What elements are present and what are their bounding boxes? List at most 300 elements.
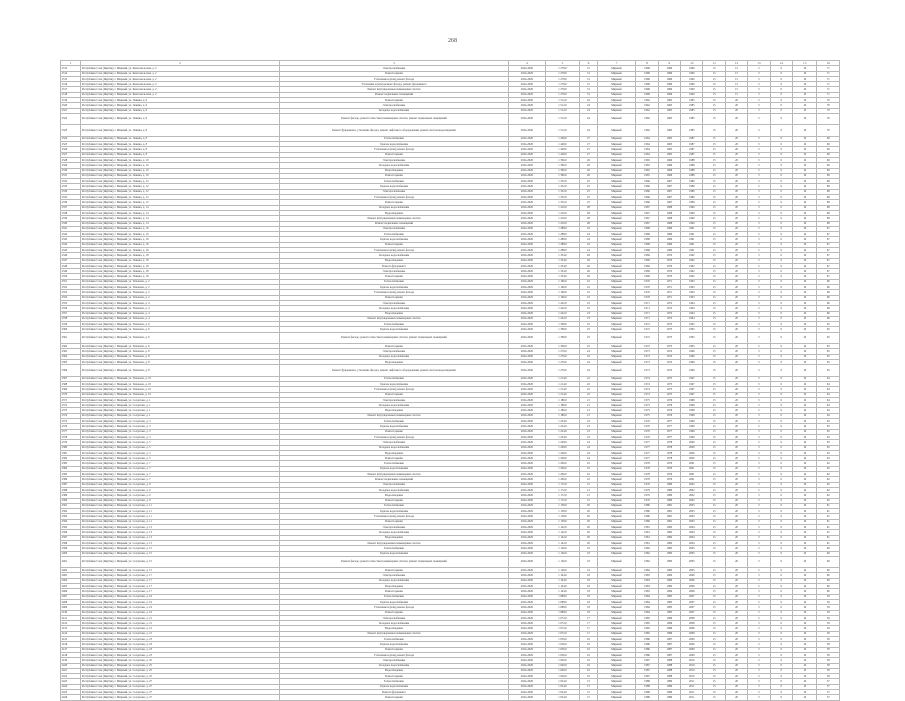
table-cell: 20 (580, 540, 597, 545)
table-cell: 0 (770, 163, 792, 168)
table-cell: 10 (793, 295, 817, 300)
table-cell: 2024-2026 (509, 652, 546, 657)
table-cell: 18 (580, 573, 597, 578)
table-cell: 15 (703, 237, 725, 242)
table-cell: 0 (770, 311, 792, 316)
table-cell: 2337 (61, 205, 81, 210)
table-cell: 1964 (636, 152, 658, 157)
table-cell: 10 (793, 316, 817, 321)
table-cell: 20 (725, 615, 747, 620)
table-cell: 57 (817, 679, 840, 684)
table-cell: Электроснабжение (279, 615, 508, 620)
table-cell: 2024-2026 (509, 530, 546, 535)
table-cell: Мирный (597, 658, 636, 663)
table-cell: 2395 (61, 525, 81, 530)
table-cell: 31 (580, 71, 597, 76)
table-cell: 20 (725, 349, 747, 354)
table-cell: 2351 (61, 279, 81, 284)
table-cell: 27 (580, 142, 597, 147)
table-cell: 5 (748, 332, 770, 343)
table-cell: 2024-2026 (509, 285, 546, 290)
table-cell: 1 396,0 (545, 168, 580, 173)
table-cell: 59 (817, 621, 840, 626)
table-cell: 1969 (658, 82, 680, 87)
table-cell: 10 (793, 216, 817, 221)
table-cell: 57 (817, 684, 840, 689)
table-cell: Холодное водоснабжение (279, 205, 508, 210)
table-cell: 1 224,0 (545, 419, 580, 424)
table-cell: 5 (748, 397, 770, 402)
table-cell: 1968 (658, 205, 680, 210)
table-cell: 64 (817, 408, 840, 413)
table-cell: 1972 (658, 306, 680, 311)
table-cell: 20 (725, 344, 747, 349)
table-cell: Утепление и (или) ремонт фасада (279, 76, 508, 81)
table-cell: 5 (748, 263, 770, 268)
table-cell: 1969 (658, 92, 680, 97)
table-cell: 62 (817, 498, 840, 503)
table-cell: 1 196,0 (545, 290, 580, 295)
table-cell: 1996 (681, 349, 703, 354)
table-cell: 2409 (61, 605, 81, 610)
table-cell: 24 (580, 456, 597, 461)
table-cell: 66 (817, 316, 840, 321)
table-cell: Мирный (597, 354, 636, 359)
table-cell: Республика Саха (Якутия), г. Мирный, ул. Солдатова, д. 9 (81, 493, 280, 498)
table-cell: Республика Саха (Якутия), г. Мирный, ул. Солдатова, д. 17 (81, 578, 280, 583)
table-cell: 20 (725, 184, 747, 189)
table-cell: 0 (770, 237, 792, 242)
table-cell: 1 224,0 (545, 434, 580, 439)
table-cell: 1 278,0 (545, 66, 580, 71)
table-cell: 1995 (681, 344, 703, 349)
table-cell: 10 (793, 113, 817, 124)
table-cell: 61 (817, 530, 840, 535)
table-cell: 26 (580, 274, 597, 279)
table-cell: 2024-2026 (509, 397, 546, 402)
table-cell: 2006 (681, 578, 703, 583)
table-cell: 20 (725, 647, 747, 652)
table-cell: 1989 (681, 195, 703, 200)
table-cell: 20 (725, 621, 747, 626)
table-cell: 18 (580, 610, 597, 615)
table-cell: 0 (770, 429, 792, 434)
table-cell: 2024-2026 (509, 466, 546, 471)
table-cell: 2420 (61, 663, 81, 668)
table-cell: 1983 (658, 551, 680, 556)
table-cell: Мирный (597, 242, 636, 247)
table-cell: 69 (817, 152, 840, 157)
table-cell: 0 (770, 263, 792, 268)
table-cell: Мирный (597, 285, 636, 290)
table-cell: 2341 (61, 226, 81, 231)
table-cell: 5 (748, 179, 770, 184)
table-cell: 25 (580, 179, 597, 184)
table-cell: 0 (770, 525, 792, 530)
table-cell: 20 (725, 306, 747, 311)
table-cell: Горячее водоснабжение (279, 599, 508, 604)
table-cell: 62 (817, 482, 840, 487)
table-cell: 1989 (681, 179, 703, 184)
table-cell: 16 (580, 647, 597, 652)
table-cell: 1967 (636, 205, 658, 210)
table-cell: 1969 (658, 247, 680, 252)
table-cell: 1985 (658, 599, 680, 604)
page-number: 268 (448, 38, 457, 44)
table-cell: 1983 (658, 546, 680, 551)
table-cell: 2009 (681, 642, 703, 647)
table-cell: 1 056,0 (545, 647, 580, 652)
table-cell: Республика Саха (Якутия), г. Мирный, ул. Солдатова, д. 1 (81, 403, 280, 408)
table-cell: Ремонт крыши (279, 98, 508, 103)
table-cell: 1 248,0 (545, 456, 580, 461)
table-cell: 5 (748, 168, 770, 173)
table-cell: 0 (770, 290, 792, 295)
table-cell: 15 (703, 445, 725, 450)
table-cell: 20 (725, 408, 747, 413)
table-cell: Республика Саха (Якутия), г. Мирный, ул. Солдатова, д. 27 (81, 690, 280, 695)
table-cell: 1 276,0 (545, 365, 580, 376)
table-cell: 66 (817, 285, 840, 290)
table-cell: 5 (748, 546, 770, 551)
table-cell: Мирный (597, 556, 636, 567)
table-cell: Мирный (597, 168, 636, 173)
table-cell: 1964 (636, 136, 658, 141)
table-cell: 1984 (636, 610, 658, 615)
table-cell: 2024-2026 (509, 695, 546, 700)
table-cell: 67 (817, 269, 840, 274)
table-cell: 1983 (658, 556, 680, 567)
table-cell: 1983 (636, 589, 658, 594)
table-cell: Республика Саха (Якутия), г. Мирный, ул. Солдатова, д. 3 (81, 429, 280, 434)
table-cell: 10 (793, 456, 817, 461)
table-cell: Мирный (597, 344, 636, 349)
table-cell: 15 (703, 332, 725, 343)
table-cell: Мирный (597, 647, 636, 652)
table-cell: 5 (748, 456, 770, 461)
table-cell: 19 (580, 556, 597, 567)
table-cell: 10 (793, 605, 817, 610)
table-cell: 1978 (636, 472, 658, 477)
table-cell: 1978 (658, 450, 680, 455)
table-cell: 2024-2026 (509, 387, 546, 392)
table-cell: 15 (703, 376, 725, 381)
table-cell: 10 (793, 477, 817, 482)
table-cell: Республика Саха (Якутия), г. Мирный, ул. Солдатова, д. 5 (81, 450, 280, 455)
table-cell: 5 (748, 658, 770, 663)
table-cell: 2024-2026 (509, 232, 546, 237)
table-cell: 1981 (636, 540, 658, 545)
table-cell: Республика Саха (Якутия), г. Мирный, ул. Ленина, д. 10 (81, 157, 280, 162)
table-cell: 1 040,0 (545, 668, 580, 673)
table-cell: 2392 (61, 509, 81, 514)
table-cell: 15 (703, 136, 725, 141)
table-cell: 1979 (658, 472, 680, 477)
table-cell: 5 (748, 195, 770, 200)
table-cell: 10 (793, 424, 817, 429)
table-cell: 1987 (681, 136, 703, 141)
table-cell: 1967 (658, 189, 680, 194)
table-row (61, 332, 840, 343)
table-cell: Республика Саха (Якутия), г. Мирный, ул. Ленина, д. 10 (81, 173, 280, 178)
table-cell: 10 (793, 482, 817, 487)
table-cell: 64 (817, 392, 840, 397)
table-cell: 62 (817, 477, 840, 482)
table-cell: 2024-2026 (509, 300, 546, 305)
table-cell: 24 (580, 354, 597, 359)
table-cell: 10 (793, 551, 817, 556)
table-cell: Мирный (597, 253, 636, 258)
table-cell: 15 (703, 216, 725, 221)
table-cell: Мирный (597, 152, 636, 157)
table-cell: 15 (703, 242, 725, 247)
table-cell: Республика Саха (Якутия), г. Мирный, ул. Солдатова, д. 19 (81, 599, 280, 604)
table-cell: Ремонт крыши (279, 610, 508, 615)
table-cell: 2394 (61, 519, 81, 524)
table-cell: Республика Саха (Якутия), г. Мирный, ул. Солдатова, д. 23 (81, 642, 280, 647)
table-cell: Республика Саха (Якутия), г. Мирный, ул. Солдатова, д. 25 (81, 668, 280, 673)
table-cell: 1979 (658, 466, 680, 471)
table-cell: Республика Саха (Якутия), г. Мирный, ул. Солдатова, д. 9 (81, 482, 280, 487)
table-cell: 60 (817, 573, 840, 578)
table-cell: 1 158,0 (545, 519, 580, 524)
table-cell: Республика Саха (Якутия), г. Мирный, ул. Солдатова, д. 5 (81, 440, 280, 445)
table-cell: 1999 (681, 429, 703, 434)
table-cell: 1989 (681, 184, 703, 189)
table-cell: 10 (793, 344, 817, 349)
table-cell: Водоотведение (279, 584, 508, 589)
table-cell: Республика Саха (Якутия), г. Мирный, ул. Ленина, д. 10 (81, 163, 280, 168)
table-cell: 1966 (636, 184, 658, 189)
table-cell: 15 (703, 535, 725, 540)
table-cell: 15 (703, 327, 725, 332)
table-cell: Республика Саха (Якутия), г. Мирный, ул. Комсомольская, д. 2 (81, 71, 280, 76)
table-cell: 1981 (636, 525, 658, 530)
table-cell: Мирный (597, 498, 636, 503)
table-cell: 1 088,0 (545, 610, 580, 615)
table-cell: 20 (725, 530, 747, 535)
table-cell: 15 (703, 113, 725, 124)
table-cell: 2024-2026 (509, 509, 546, 514)
table-cell: 10 (793, 163, 817, 168)
table-cell: 2024-2026 (509, 98, 546, 103)
table-cell: 1990 (681, 210, 703, 215)
table-cell: 15 (703, 674, 725, 679)
table-cell: 1987 (681, 142, 703, 147)
table-cell: 20 (725, 316, 747, 321)
table-cell: 2391 (61, 503, 81, 508)
table-cell: 15 (703, 184, 725, 189)
table-cell: 65 (817, 344, 840, 349)
table-cell: Ремонт внутридомовых инженерных систем (279, 472, 508, 477)
table-cell: 22 (580, 477, 597, 482)
table-cell: 1980 (636, 509, 658, 514)
table-cell: 15 (703, 295, 725, 300)
table-cell: Республика Саха (Якутия), г. Мирный, ул. Солдатова, д. 19 (81, 605, 280, 610)
table-cell: 10 (793, 200, 817, 205)
table-cell: 1 278,0 (545, 71, 580, 76)
table-cell: Республика Саха (Якутия), г. Мирный, ул. Тихонова, д. 4 (81, 316, 280, 321)
table-cell: 10 (793, 679, 817, 684)
table-cell: 0 (770, 279, 792, 284)
table-cell: 57 (817, 690, 840, 695)
table-cell: 15 (703, 247, 725, 252)
table-cell: Мирный (597, 535, 636, 540)
table-cell: 5 (748, 142, 770, 147)
table-cell: 61 (817, 503, 840, 508)
table-cell: 5 (748, 466, 770, 471)
table-cell: 1988 (681, 173, 703, 178)
table-cell: 1990 (681, 76, 703, 81)
table-cell: 1992 (681, 263, 703, 268)
table-cell: 67 (817, 263, 840, 268)
table-cell: 2378 (61, 434, 81, 439)
table-cell: Мирный (597, 210, 636, 215)
table-cell: 5 (748, 216, 770, 221)
table-cell: 1996 (681, 365, 703, 376)
table-cell: 1975 (658, 387, 680, 392)
table-body (61, 61, 840, 701)
table-cell: Мирный (597, 690, 636, 695)
table-cell: 1 206,0 (545, 466, 580, 471)
table-cell: Мирный (597, 263, 636, 268)
table-cell: 1966 (636, 189, 658, 194)
table-cell: 2024-2026 (509, 477, 546, 482)
table-cell: 25 (580, 189, 597, 194)
table-cell: 1979 (636, 487, 658, 492)
table-cell: Республика Саха (Якутия), г. Мирный, ул. Солдатова, д. 5 (81, 445, 280, 450)
table-cell: 18 (580, 589, 597, 594)
table-cell: 10 (793, 610, 817, 615)
table-cell: 1 308,0 (545, 344, 580, 349)
table-cell: 20 (725, 690, 747, 695)
table-cell: 1 056,0 (545, 652, 580, 657)
table-cell: 1 278,0 (545, 92, 580, 97)
table-cell: 1 214,0 (545, 387, 580, 392)
table-cell: 1996 (681, 360, 703, 365)
table-cell: 0 (770, 403, 792, 408)
table-cell: 1968 (658, 210, 680, 215)
table-cell: Ремонт внутридомовых инженерных систем (279, 316, 508, 321)
table-cell: 66 (817, 290, 840, 295)
table-cell: 5 (748, 695, 770, 700)
table-cell: 0 (770, 482, 792, 487)
table-cell: 1989 (658, 684, 680, 689)
table-cell: 1 334,0 (545, 258, 580, 263)
table-cell: 2425 (61, 690, 81, 695)
table-cell: 70 (817, 98, 840, 103)
table-cell: 15 (703, 540, 725, 545)
table-cell: 28 (580, 221, 597, 226)
table-cell: 24 (580, 365, 597, 376)
table-cell: 2422 (61, 674, 81, 679)
table-cell: 2360 (61, 327, 81, 332)
table-cell: 0 (770, 195, 792, 200)
table-cell: 2024-2026 (509, 168, 546, 173)
table-cell: 59 (817, 631, 840, 636)
table-cell: 1975 (658, 392, 680, 397)
table-cell: 0 (770, 232, 792, 237)
table-cell: Мирный (597, 503, 636, 508)
column-number-14: 14 (770, 61, 792, 66)
table-cell: Мирный (597, 82, 636, 87)
table-cell: 1978 (636, 461, 658, 466)
table-cell: 5 (748, 92, 770, 97)
table-cell: 2373 (61, 408, 81, 413)
table-cell: 5 (748, 344, 770, 349)
table-cell: 5 (748, 189, 770, 194)
table-cell: 15 (725, 92, 747, 97)
table-cell: 1986 (658, 626, 680, 631)
table-cell: 5 (748, 424, 770, 429)
table-cell: Республика Саха (Якутия), г. Мирный, ул. Ленина, д. 14 (81, 216, 280, 221)
table-cell: 15 (703, 360, 725, 365)
table-cell: Холодное водоснабжение (279, 306, 508, 311)
table-cell: 1975 (658, 382, 680, 387)
table-cell: 1987 (681, 147, 703, 152)
table-cell: 0 (770, 556, 792, 567)
table-cell: 5 (748, 610, 770, 615)
table-cell: 1 214,0 (545, 376, 580, 381)
table-cell: 67 (817, 247, 840, 252)
table-cell: 1973 (658, 327, 680, 332)
table-cell: 10 (793, 147, 817, 152)
table-cell: 15 (703, 413, 725, 418)
table-cell: 24 (580, 226, 597, 231)
table-cell: 2024-2026 (509, 376, 546, 381)
table-cell: 15 (703, 269, 725, 274)
table-cell: 1971 (658, 290, 680, 295)
table-cell: 2331 (61, 173, 81, 178)
table-cell: Республика Саха (Якутия), г. Мирный, ул. Солдатова, д. 15 (81, 568, 280, 573)
table-cell: 1991 (681, 247, 703, 252)
table-cell: 1968 (636, 237, 658, 242)
table-cell: 2326 (61, 147, 81, 152)
table-cell: 0 (770, 285, 792, 290)
table-cell: 15 (703, 684, 725, 689)
table-cell: 15 (703, 232, 725, 237)
table-cell: 15 (703, 663, 725, 668)
table-cell: 2350 (61, 274, 81, 279)
table-cell: 1997 (681, 387, 703, 392)
table-cell: 1992 (681, 269, 703, 274)
table-cell: 0 (770, 152, 792, 157)
table-cell: 31 (580, 92, 597, 97)
table-cell: 25 (580, 327, 597, 332)
table-cell: 1 410,0 (545, 205, 580, 210)
table-cell: 68 (817, 210, 840, 215)
table-cell: 17 (580, 631, 597, 636)
table-cell: 2024-2026 (509, 392, 546, 397)
table-cell: 2393 (61, 514, 81, 519)
table-cell: Мирный (597, 487, 636, 492)
table-cell: Мирный (597, 546, 636, 551)
table-cell: 0 (770, 461, 792, 466)
table-cell: Республика Саха (Якутия), г. Мирный, ул. Солдатова, д. 15 (81, 551, 280, 556)
table-cell: Ремонт фасада, ремонт отмостки и инженерных систем, ремонт подвальных помещений (279, 332, 508, 343)
table-cell: 2024-2026 (509, 615, 546, 620)
table-cell: 20 (725, 300, 747, 305)
table-cell: 0 (770, 216, 792, 221)
table-cell: 20 (725, 514, 747, 519)
table-cell: 5 (748, 226, 770, 231)
table-cell: 5 (748, 461, 770, 466)
table-cell: 69 (817, 163, 840, 168)
table-cell: Электроснабжение (279, 525, 508, 530)
table-cell: 68 (817, 189, 840, 194)
table-cell: 1962 (636, 98, 658, 103)
table-cell: 5 (748, 269, 770, 274)
